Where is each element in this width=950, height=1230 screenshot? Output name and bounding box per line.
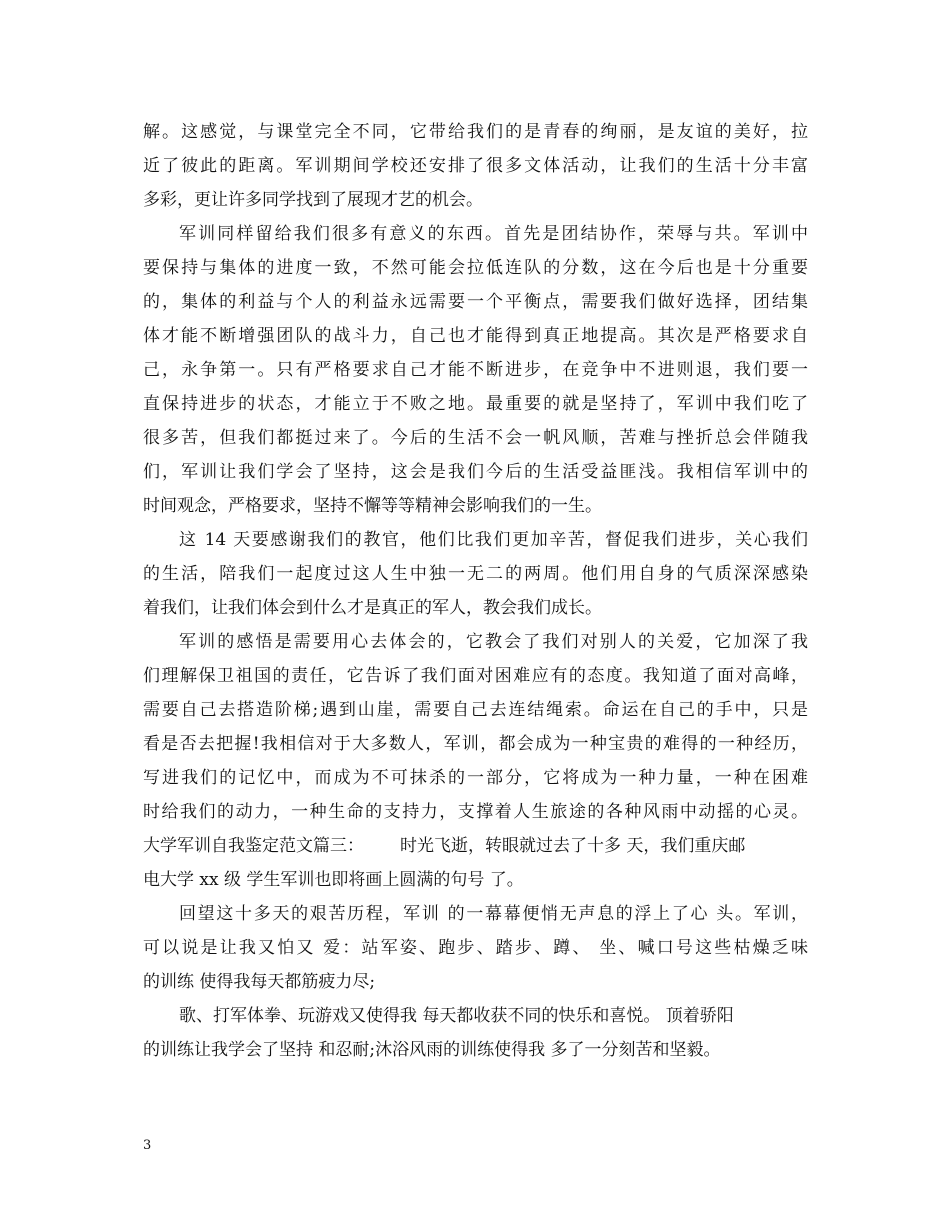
text-line: 电大学 xx 级 学生军训也即将画上圆满的句号 了。 xyxy=(143,870,524,890)
text-line: 们理解保卫祖国的责任，它告诉了我们面对困难应有的态度。我知道了面对高峰， xyxy=(143,666,808,686)
text-line: 己，永争第一。只有严格要求自己才能不断进步，在竞争中不进则退，我们要一 xyxy=(143,360,808,380)
text-line: 写进我们的记忆中，而成为不可抹杀的一部分，它将成为一种力量，一种在困难 xyxy=(143,768,808,788)
section-heading: 大学军训自我鉴定范文篇三： xyxy=(143,836,364,856)
text-line: 的训练让我学会了坚持 和忍耐;沐浴风雨的训练使得我 多了一分刻苦和坚毅。 xyxy=(143,1040,721,1060)
text-line: 的，集体的利益与个人的利益永远需要一个平衡点，需要我们做好选择，团结集 xyxy=(143,292,808,312)
text-line: 着我们，让我们体会到什么才是真正的军人，教会我们成长。 xyxy=(143,598,602,618)
section-heading-line xyxy=(143,829,808,863)
paragraph-start-line: 军训的感悟是需要用心去体会的，它教会了我们对别人的关爱，它加深了我 xyxy=(179,632,808,652)
text-line: 看是否去把握!我相信对于大多数人，军训，都会成为一种宝贵的难得的一种经历， xyxy=(143,734,808,754)
text-line: 多彩，更让许多同学找到了展现才艺的机会。 xyxy=(143,190,483,210)
text-line: 可以说是让我又怕又 爱：站军姿、跑步、踏步、蹲、 坐、喊口号这些枯燥乏味 xyxy=(143,938,808,958)
section-heading-continuation: 时光飞逝，转眼就过去了十多 天，我们重庆邮 xyxy=(400,836,746,856)
page-number: 3 xyxy=(143,1138,152,1153)
text-line: 需要自己去搭造阶梯;遇到山崖，需要自己去连结绳索。命运在自己的手中，只是 xyxy=(143,700,808,720)
paragraph-start-line: 歌、打军体拳、玩游戏又使得我 每天都收获不同的快乐和喜悦。 顶着骄阳 xyxy=(179,1006,734,1026)
paragraph-start-line: 回望这十多天的艰苦历程，军训 的一幕幕便悄无声息的浮上了心 头。军训， xyxy=(179,904,808,924)
text-line: 解。这感觉，与课堂完全不同，它带给我们的是青春的绚丽，是友谊的美好，拉 xyxy=(143,122,808,142)
paragraph-start-line: 这 14 天要感谢我们的教官，他们比我们更加辛苦，督促我们进步，关心我们 xyxy=(179,530,808,550)
text-line: 很多苦，但我们都挺过来了。今后的生活不会一帆风顺，苦难与挫折总会伴随我 xyxy=(143,428,808,448)
body-text xyxy=(143,115,808,1067)
text-line: 时给我们的动力，一种生命的支持力，支撑着人生旅途的各种风雨中动摇的心灵。 xyxy=(143,802,808,822)
text-line: 体才能不断增强团队的战斗力，自己也才能得到真正地提高。其次是严格要求自 xyxy=(143,326,808,346)
paragraph-start-line: 军训同样留给我们很多有意义的东西。首先是团结协作，荣辱与共。军训中 xyxy=(179,224,808,244)
text-line: 们，军训让我们学会了坚持，这会是我们今后的生活受益匪浅。我相信军训中的 xyxy=(143,462,808,482)
text-line: 的生活，陪我们一起度过这人生中独一无二的两周。他们用自身的气质深深感染 xyxy=(143,564,808,584)
text-line: 时间观念，严格要求，坚持不懈等等精神会影响我们的一生。 xyxy=(143,496,602,516)
text-line: 要保持与集体的进度一致，不然可能会拉低连队的分数，这在今后也是十分重要 xyxy=(143,258,808,278)
text-line: 的训练 使得我每天都筋疲力尽; xyxy=(143,972,376,992)
text-line: 近了彼此的距离。军训期间学校还安排了很多文体活动，让我们的生活十分丰富 xyxy=(143,156,808,176)
text-line: 直保持进步的状态，才能立于不败之地。最重要的就是坚持了，军训中我们吃了 xyxy=(143,394,808,414)
